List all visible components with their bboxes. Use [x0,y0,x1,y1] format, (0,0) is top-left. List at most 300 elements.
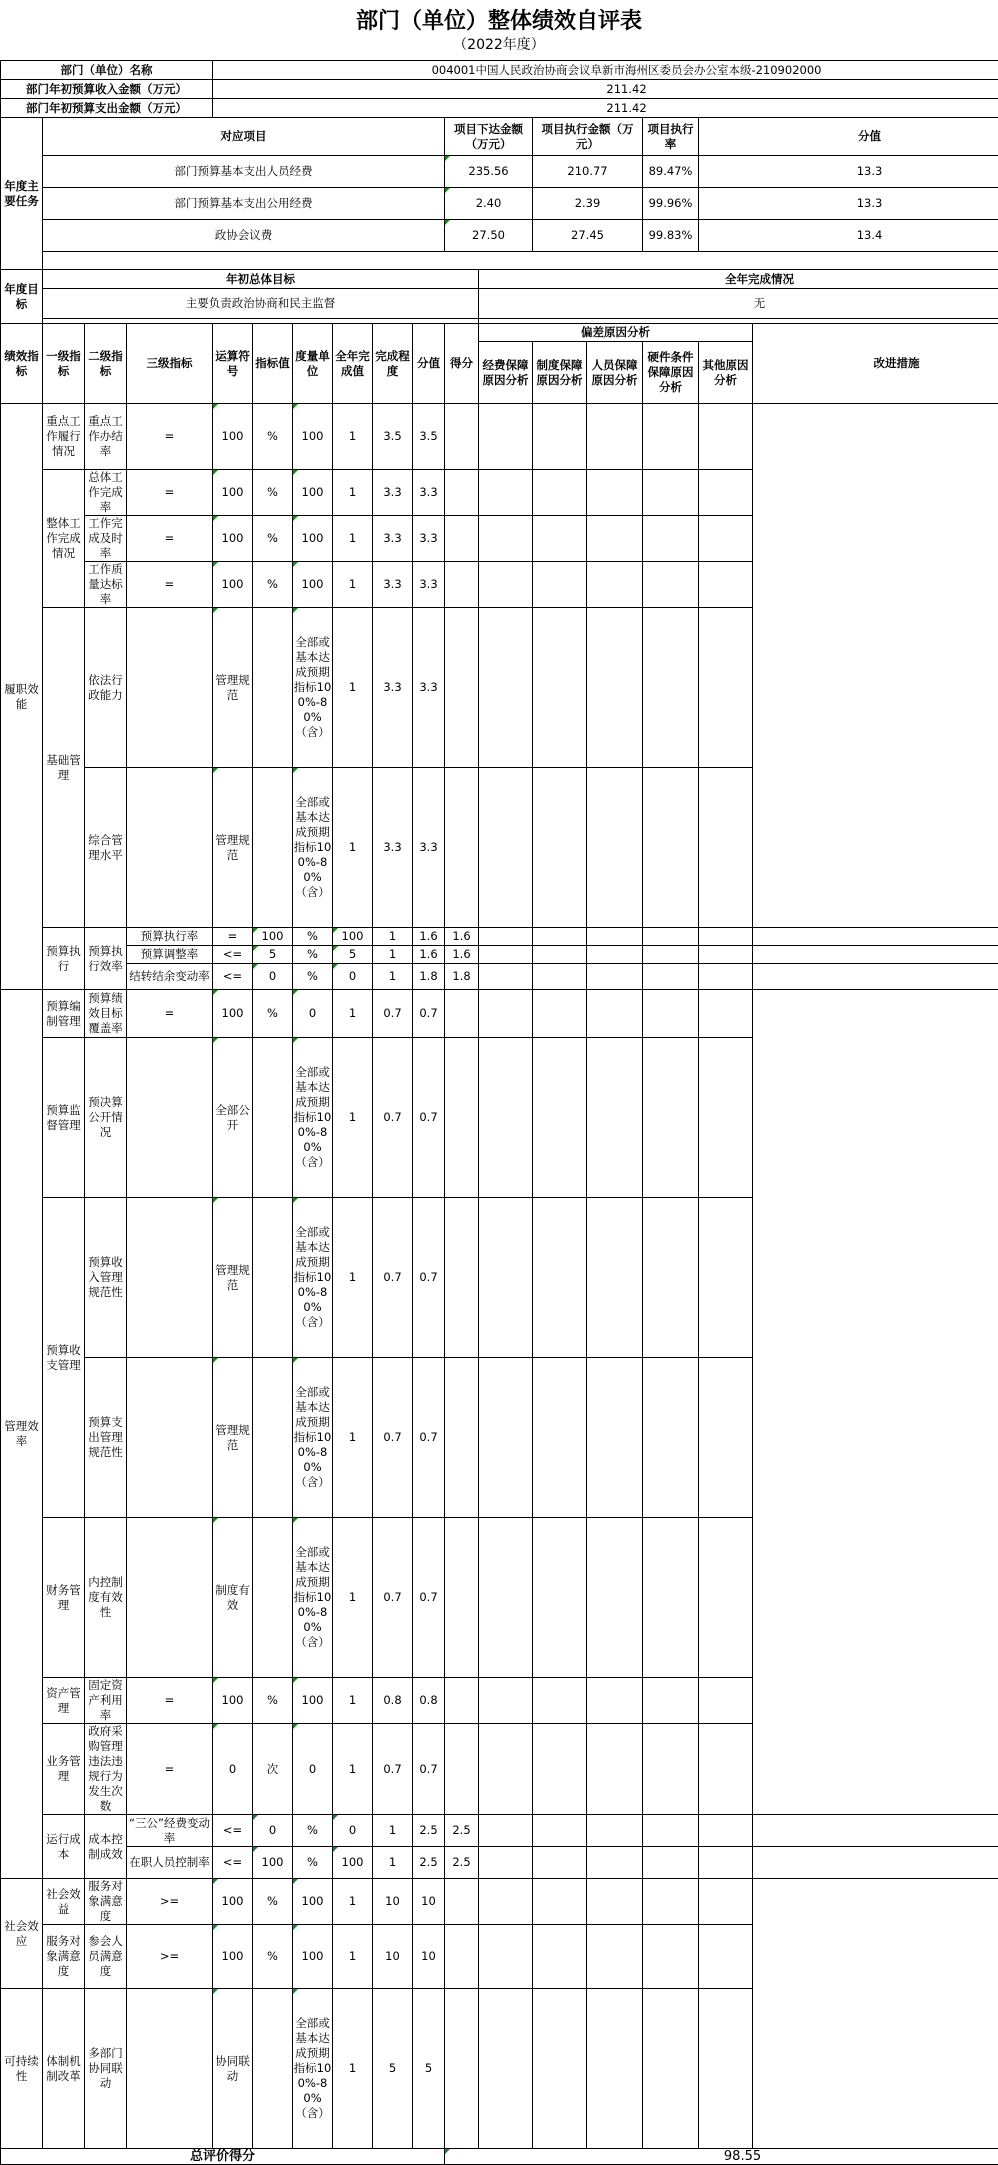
indicator-degree: 1 [333,1925,373,1989]
analysis-cell [445,608,479,768]
task-row [1,156,998,188]
indicator-got: 0.8 [413,1678,445,1724]
indicator-row [1,1925,998,1989]
indicator-unit [253,768,293,928]
indicator-row [1,1989,998,2149]
indicator-operator: >= [127,1879,213,1925]
level2-cell: 预算编制管理 [43,990,85,1038]
indicator-got: 0.7 [413,1358,445,1518]
header-dev-staff: 人员保障原因分析 [587,342,643,404]
tasks-side-label: 年度主要任务 [1,118,43,270]
level2-cell: 财务管理 [43,1518,85,1678]
indicator-unit: % [293,946,333,964]
indicator-degree: 1 [333,1518,373,1678]
analysis-cell [643,516,699,562]
indicator-actual: 100 [293,470,333,516]
header-level2: 二级指标 [85,324,127,404]
task-allocated: 235.56 [445,156,533,188]
analysis-cell [479,1678,533,1724]
analysis-cell [445,1724,479,1815]
analysis-cell [699,928,753,946]
indicator-operator: = [127,404,213,470]
analysis-cell [699,1358,753,1518]
indicator-degree: 1 [333,990,373,1038]
analysis-cell [587,470,643,516]
tasks-header-project: 对应项目 [43,118,445,156]
analysis-cell [587,1879,643,1925]
analysis-cell [699,1198,753,1358]
analysis-cell [533,562,587,608]
level2-cell: 预算监督管理 [43,1038,85,1198]
indicator-target: 协同联动 [213,1989,253,2149]
task-rate: 89.47% [643,156,699,188]
indicator-actual: 0 [293,990,333,1038]
analysis-cell [643,1815,699,1847]
analysis-cell [479,768,533,928]
indicator-score: 0.8 [373,1678,413,1724]
analysis-cell [479,1815,533,1847]
header-actual: 全年完成值 [333,324,373,404]
header-dev-system: 制度保障原因分析 [533,342,587,404]
indicator-row [1,1358,998,1518]
indicator-row [1,990,998,1038]
indicator-degree: 1 [373,928,413,946]
indicator-name: 政府采购管理违法违规行为发生次数 [85,1724,127,1815]
task-executed: 210.77 [533,156,643,188]
level2-cell: 体制机制改革 [43,1989,85,2149]
indicator-actual: 100 [333,1847,373,1879]
indicator-target: 管理规范 [213,608,253,768]
indicator-got: 5 [413,1989,445,2149]
indicator-unit [253,1358,293,1518]
analysis-cell [479,608,533,768]
analysis-cell [643,928,699,946]
indicator-name: “三公”经费变动率 [127,1815,213,1847]
indicator-row [1,1518,998,1678]
analysis-cell [479,1518,533,1678]
task-row [1,220,998,252]
indicator-name: 多部门协同联动 [85,1989,127,2149]
indicator-name: 预算绩效目标覆盖率 [85,990,127,1038]
analysis-cell [643,1847,699,1879]
analysis-cell [533,1678,587,1724]
level1-cell: 可持续性 [1,1989,43,2149]
indicator-score: 3.3 [373,768,413,928]
indicator-degree: 1 [333,608,373,768]
analysis-cell [643,768,699,928]
analysis-cell [753,1847,998,1879]
analysis-cell [533,768,587,928]
task-row [1,188,998,220]
analysis-cell [699,516,753,562]
level2-cell: 成本控制成效 [85,1815,127,1879]
indicator-target: 100 [213,1925,253,1989]
indicator-target: 管理规范 [213,768,253,928]
indicators-side-label: 绩效指标 [1,324,43,404]
indicator-actual: 0 [333,1815,373,1847]
analysis-cell [479,1847,533,1879]
indicator-degree: 1 [333,1038,373,1198]
analysis-cell [643,404,699,470]
indicator-actual: 5 [333,946,373,964]
analysis-cell [533,1815,587,1847]
indicator-score: 5 [373,1989,413,2149]
header-degree: 完成程度 [373,324,413,404]
analysis-cell [479,964,533,990]
analysis-cell [587,946,643,964]
analysis-cell [445,990,479,1038]
indicator-target: 100 [253,928,293,946]
dept-name-label: 部门（单位）名称 [1,61,213,80]
indicator-row [1,1678,998,1724]
analysis-cell [643,1198,699,1358]
header-dev-funding: 经费保障原因分析 [479,342,533,404]
task-score: 13.4 [699,220,998,252]
income-label: 部门年初预算收入金额（万元） [1,80,213,99]
indicator-actual: 全部或基本达成预期指标100%-80%（含） [293,1989,333,2149]
goals-initial-value: 主要负责政治协商和民主监督 [43,289,479,319]
analysis-cell [643,562,699,608]
analysis-cell [587,1678,643,1724]
task-score: 13.3 [699,188,998,220]
indicator-unit: % [293,964,333,990]
analysis-cell [699,1815,753,1847]
analysis-cell [587,562,643,608]
indicator-row [1,1815,998,1847]
header-dev-hardware: 硬件条件保障原因分析 [643,342,699,404]
task-allocated: 27.50 [445,220,533,252]
analysis-cell [753,964,998,990]
analysis-cell [533,990,587,1038]
analysis-cell [753,946,998,964]
analysis-cell [479,1989,533,2149]
level1-cell: 管理效率 [1,990,43,1879]
analysis-cell [533,1925,587,1989]
analysis-cell [699,562,753,608]
indicator-operator: = [127,990,213,1038]
indicator-unit: % [253,1879,293,1925]
analysis-cell [479,1358,533,1518]
indicator-unit: % [253,562,293,608]
analysis-cell [587,1847,643,1879]
indicator-got: 1.6 [445,928,479,946]
analysis-cell [533,1847,587,1879]
indicator-score: 10 [373,1879,413,1925]
analysis-cell [643,1925,699,1989]
indicator-unit: % [253,990,293,1038]
indicator-got: 0.7 [413,990,445,1038]
goals-initial-label: 年初总体目标 [43,270,479,289]
indicator-unit: % [253,516,293,562]
indicator-score: 0.7 [373,990,413,1038]
indicator-degree: 1 [333,516,373,562]
tasks-header-executed: 项目执行金额（万元） [533,118,643,156]
indicator-got: 1.8 [445,964,479,990]
expense-value: 211.42 [213,99,998,118]
indicator-operator: = [127,1678,213,1724]
indicator-name: 服务对象满意度 [85,1879,127,1925]
analysis-cell [699,1847,753,1879]
indicator-row [1,608,998,768]
indicator-degree: 1 [373,946,413,964]
indicator-unit: % [253,470,293,516]
indicator-unit: 次 [253,1724,293,1815]
indicator-degree: 1 [333,1678,373,1724]
indicator-name: 工作完成及时率 [85,516,127,562]
indicator-score: 3.3 [373,608,413,768]
indicator-operator: = [127,562,213,608]
indicator-operator [127,1358,213,1518]
indicator-name: 预算调整率 [127,946,213,964]
analysis-cell [533,928,587,946]
analysis-cell [445,470,479,516]
analysis-cell [479,946,533,964]
indicator-actual: 0 [333,964,373,990]
analysis-cell [643,990,699,1038]
indicator-unit [253,1038,293,1198]
indicator-got: 3.3 [413,516,445,562]
analysis-cell [699,1989,753,2149]
indicator-degree: 1 [373,964,413,990]
analysis-cell [699,964,753,990]
analysis-cell [445,1989,479,2149]
expense-label: 部门年初预算支出金额（万元） [1,99,213,118]
page-subtitle: （2022年度） [0,36,998,54]
indicator-target: 100 [253,1847,293,1879]
indicator-score: 0.7 [373,1358,413,1518]
analysis-cell [587,1038,643,1198]
indicator-actual: 全部或基本达成预期指标100%-80%（含） [293,1358,333,1518]
indicator-target: 0 [253,964,293,990]
indicator-name: 预决算公开情况 [85,1038,127,1198]
indicator-actual: 全部或基本达成预期指标100%-80%（含） [293,1198,333,1358]
indicator-target: 全部公开 [213,1038,253,1198]
goals-completion-label: 全年完成情况 [479,270,998,289]
level2-cell: 业务管理 [43,1724,85,1815]
analysis-cell [445,1358,479,1518]
analysis-cell [479,470,533,516]
indicator-target: 100 [213,404,253,470]
analysis-cell [643,1724,699,1815]
indicator-score: 2.5 [413,1847,445,1879]
indicator-target: 管理规范 [213,1198,253,1358]
analysis-cell [479,1038,533,1198]
indicator-degree: 1 [333,1879,373,1925]
indicator-operator [127,1518,213,1678]
header-target: 指标值 [253,324,293,404]
indicator-actual: 100 [293,404,333,470]
level1-cell: 运行成本 [43,1815,85,1879]
indicator-got: 10 [413,1925,445,1989]
indicator-unit [253,1518,293,1678]
indicator-operator: = [127,1724,213,1815]
indicator-name: 总体工作完成率 [85,470,127,516]
analysis-cell [587,1989,643,2149]
task-name: 部门预算基本支出人员经费 [43,156,445,188]
analysis-cell [479,990,533,1038]
indicator-row [1,1724,998,1815]
indicator-row [1,768,998,928]
level2-cell: 社会效益 [43,1879,85,1925]
header-level1: 一级指标 [43,324,85,404]
task-rate: 99.96% [643,188,699,220]
analysis-cell [699,1925,753,1989]
indicator-got: 0.7 [413,1198,445,1358]
indicator-got: 3.3 [413,470,445,516]
analysis-cell [445,562,479,608]
indicator-got: 0.7 [413,1038,445,1198]
analysis-cell [699,470,753,516]
indicator-name: 预算支出管理规范性 [85,1358,127,1518]
task-executed: 2.39 [533,188,643,220]
income-value: 211.42 [213,80,998,99]
page-title: 部门（单位）整体绩效自评表 [0,8,998,36]
analysis-cell [643,964,699,990]
total-value: 98.55 [445,2149,998,2165]
analysis-cell [587,768,643,928]
indicator-unit: % [253,1925,293,1989]
analysis-cell [533,946,587,964]
analysis-cell [445,404,479,470]
indicator-name: 参会人员满意度 [85,1925,127,1989]
indicator-operator: = [213,928,253,946]
header-operator: 运算符号 [213,324,253,404]
indicator-target: 0 [213,1724,253,1815]
indicator-target: 100 [213,1879,253,1925]
indicator-degree: 1 [373,1815,413,1847]
indicator-score: 0.7 [373,1198,413,1358]
analysis-cell [587,516,643,562]
analysis-cell [533,1198,587,1358]
indicator-score: 1.6 [413,946,445,964]
analysis-cell [643,1358,699,1518]
indicator-row [1,562,998,608]
indicator-target: 100 [213,990,253,1038]
analysis-cell [587,1518,643,1678]
indicator-actual: 100 [293,562,333,608]
indicator-degree: 1 [333,1198,373,1358]
analysis-cell [699,608,753,768]
indicator-name: 结转结余变动率 [127,964,213,990]
indicator-actual: 100 [293,1925,333,1989]
indicator-row [1,928,998,946]
analysis-cell [699,1518,753,1678]
header-got: 得分 [445,324,479,404]
indicator-name: 在职人员控制率 [127,1847,213,1879]
analysis-cell [533,608,587,768]
evaluation-table [0,60,998,2165]
analysis-cell [445,1925,479,1989]
indicator-got: 10 [413,1879,445,1925]
indicator-operator [127,1989,213,2149]
analysis-cell [587,1815,643,1847]
indicator-name: 依法行政能力 [85,608,127,768]
header-unit: 度量单位 [293,324,333,404]
indicator-row [1,964,998,990]
indicator-unit: % [293,1847,333,1879]
indicator-operator: >= [127,1925,213,1989]
indicator-operator: <= [213,1815,253,1847]
level2-cell: 整体工作完成情况 [43,470,85,608]
indicator-row [1,1879,998,1925]
indicator-target: 100 [213,470,253,516]
analysis-cell [699,768,753,928]
analysis-cell [479,516,533,562]
indicator-actual: 全部或基本达成预期指标100%-80%（含） [293,1038,333,1198]
indicator-score: 1.8 [413,964,445,990]
tasks-header-rate: 项目执行率 [643,118,699,156]
analysis-cell [587,1925,643,1989]
analysis-cell [587,404,643,470]
indicator-target: 100 [213,516,253,562]
analysis-cell [699,404,753,470]
level1-cell: 社会效应 [1,1879,43,1989]
level2-cell: 预算执行效率 [85,928,127,990]
indicator-actual: 100 [293,1678,333,1724]
indicator-got: 0.7 [413,1518,445,1678]
analysis-cell [445,1879,479,1925]
indicator-operator: <= [213,1847,253,1879]
indicator-score: 0.7 [373,1518,413,1678]
analysis-cell [753,928,998,946]
analysis-cell [479,1198,533,1358]
indicator-row [1,1038,998,1198]
analysis-cell [587,1358,643,1518]
header-deviation: 偏差原因分析 [479,324,753,342]
tasks-header-score: 分值 [699,118,998,156]
indicator-name: 重点工作办结率 [85,404,127,470]
header-level3: 三级指标 [127,324,213,404]
analysis-cell [533,1038,587,1198]
analysis-cell [533,470,587,516]
indicator-score: 3.3 [373,562,413,608]
analysis-cell [643,1038,699,1198]
indicator-row [1,516,998,562]
indicator-score: 2.5 [413,1815,445,1847]
indicator-degree: 1 [333,404,373,470]
analysis-cell [643,1678,699,1724]
analysis-cell [643,946,699,964]
indicator-degree: 1 [333,470,373,516]
indicator-target: 100 [213,1678,253,1724]
analysis-cell [479,1879,533,1925]
task-allocated: 2.40 [445,188,533,220]
analysis-cell [445,516,479,562]
indicator-unit: % [253,1678,293,1724]
indicator-name: 预算收入管理规范性 [85,1198,127,1358]
analysis-cell [445,1038,479,1198]
task-name: 政协会议费 [43,220,445,252]
analysis-cell [445,1678,479,1724]
analysis-cell [643,1518,699,1678]
level2-cell: 重点工作履行情况 [43,404,85,470]
indicator-target: 管理规范 [213,1358,253,1518]
tasks-header-allocated: 项目下达金额（万元） [445,118,533,156]
analysis-cell [533,1724,587,1815]
indicator-score: 3.3 [373,516,413,562]
indicator-target: 5 [253,946,293,964]
analysis-cell [533,1879,587,1925]
indicator-name: 综合管理水平 [85,768,127,928]
analysis-cell [643,470,699,516]
indicator-row [1,946,998,964]
indicator-degree: 1 [333,768,373,928]
analysis-cell [533,1518,587,1678]
indicator-got: 1.6 [445,946,479,964]
analysis-cell [587,1724,643,1815]
analysis-cell [533,1358,587,1518]
indicator-name: 固定资产利用率 [85,1678,127,1724]
